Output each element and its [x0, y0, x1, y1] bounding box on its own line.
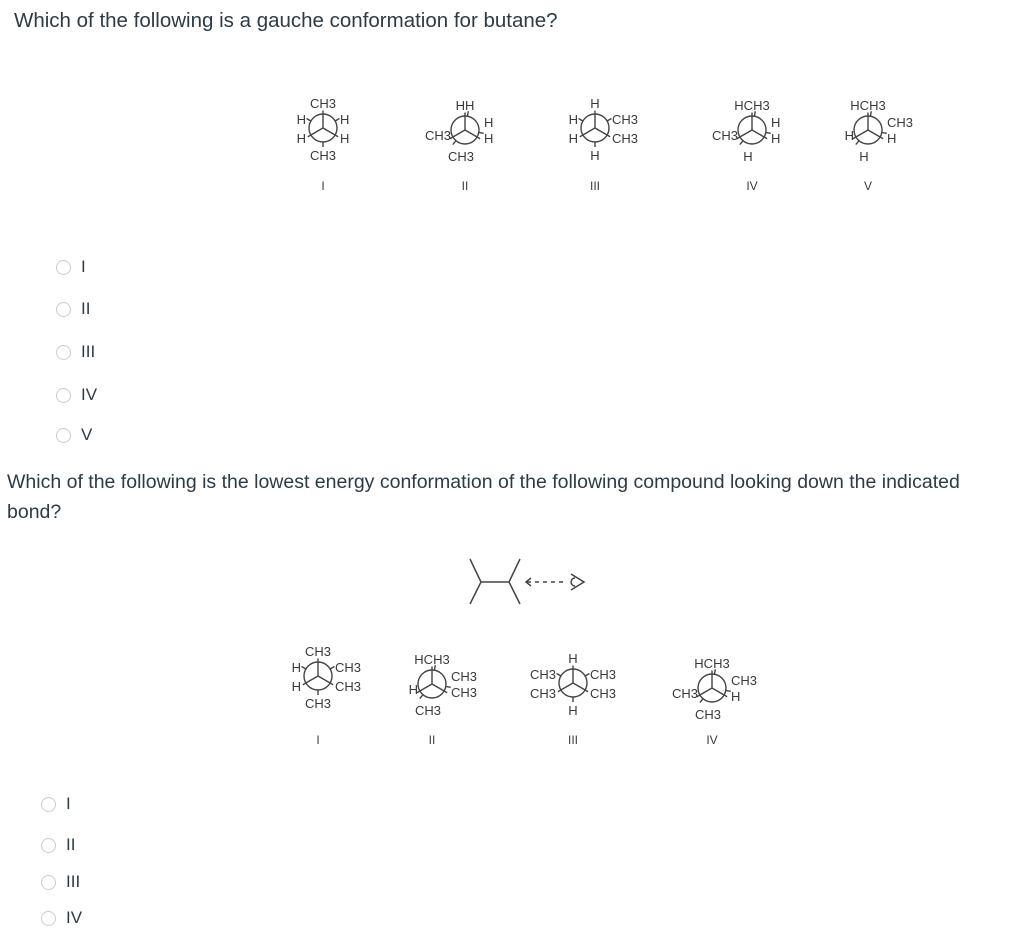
substituent-label-top: H — [568, 651, 578, 666]
radio-button[interactable] — [41, 838, 56, 853]
back-bond — [453, 141, 456, 145]
option-label: III — [66, 872, 81, 891]
radio-button[interactable] — [56, 388, 71, 403]
substituent-label-top: HCH3 — [694, 656, 730, 671]
substituent-label-top: CH3 — [304, 644, 332, 659]
substituent-label-bottom: CH3 — [309, 148, 337, 163]
newman-projection-IV — [712, 98, 780, 193]
back-bond — [726, 690, 731, 691]
option-label: I — [81, 257, 86, 276]
question-1-text: Which of the following is a gauche conformation for butane? — [14, 9, 558, 32]
substituent-label-top: H — [590, 96, 600, 111]
radio-button[interactable] — [56, 345, 71, 360]
substituent-label-ll: H — [296, 131, 306, 146]
substituent-label-r2: H — [771, 131, 781, 146]
back-bond — [557, 674, 561, 677]
option-label: V — [81, 425, 93, 444]
back-bond — [446, 686, 451, 687]
substituent-label-r2: H — [731, 689, 741, 704]
answer-option-I[interactable] — [56, 257, 86, 277]
substituent-label-r2: H — [484, 131, 494, 146]
projection-numeral: V — [863, 179, 873, 193]
substituent-label-ur: CH3 — [612, 112, 639, 127]
substituent-label-ul: H — [568, 112, 578, 127]
substituent-label-lr: CH3 — [590, 686, 617, 701]
answer-option-V[interactable] — [56, 425, 92, 445]
substituent-label-ul: H — [296, 112, 306, 127]
back-bond — [700, 699, 703, 703]
option-label: III — [81, 342, 96, 361]
newman-projection-IV — [672, 656, 757, 747]
back-bond — [302, 667, 306, 670]
option-label: II — [66, 835, 76, 854]
substituent-label-lr: CH3 — [335, 679, 362, 694]
back-bond — [420, 695, 423, 699]
newman-projection-I — [297, 96, 350, 193]
substituent-label-top: HH — [455, 98, 475, 113]
substituent-label-top: HCH3 — [850, 98, 886, 113]
substituent-label-bl: CH3 — [414, 703, 442, 718]
answer-option-IV[interactable] — [56, 385, 97, 405]
answer-option-III[interactable] — [41, 872, 80, 892]
substituent-label-lr: H — [340, 131, 350, 146]
substituent-label-ur: H — [340, 112, 350, 127]
projection-numeral: II — [428, 733, 436, 747]
back-bond — [607, 119, 611, 122]
radio-button[interactable] — [41, 875, 56, 890]
substituent-label-top: CH3 — [309, 96, 337, 111]
substituent-label-bottom: H — [568, 703, 578, 718]
radio-button[interactable] — [41, 797, 56, 812]
substituent-label-bl: CH3 — [447, 149, 475, 164]
substituent-label-r: CH3 — [451, 669, 478, 684]
option-label: IV — [66, 908, 83, 927]
substituent-label-r: H — [484, 115, 494, 130]
projection-numeral: IV — [706, 733, 718, 747]
substituent-label-l: CH3 — [711, 128, 738, 143]
substituent-label-l: H — [408, 682, 418, 697]
question-2-text: Which of the following is the lowest energy conformation of the following compound looking down the indicated bond? — [7, 471, 960, 523]
substituent-label-bl: CH3 — [694, 707, 722, 722]
back-bond — [585, 674, 589, 677]
radio-button[interactable] — [56, 428, 71, 443]
back-bond — [330, 667, 334, 670]
projection-numeral: III — [567, 733, 579, 747]
substituent-label-ll: H — [568, 131, 578, 146]
answer-option-III[interactable] — [56, 342, 95, 362]
projection-numeral: I — [321, 179, 325, 193]
newman-projection-III — [569, 96, 638, 193]
answer-option-I[interactable] — [41, 794, 71, 814]
back-bond — [740, 141, 743, 145]
back-bond — [307, 119, 311, 122]
substituent-label-l: CH3 — [671, 686, 698, 701]
substituent-label-l: H — [844, 128, 854, 143]
newman-projection-I — [292, 644, 361, 747]
back-bond — [579, 119, 583, 122]
substituent-label-lr: CH3 — [612, 131, 639, 146]
option-label: II — [81, 299, 91, 318]
substituent-label-bottom: CH3 — [304, 696, 332, 711]
substituent-label-bl: H — [743, 149, 753, 164]
substituent-label-r: CH3 — [731, 673, 758, 688]
answer-option-IV[interactable] — [41, 908, 82, 928]
substituent-label-r2: CH3 — [451, 685, 478, 700]
substituent-label-top: HCH3 — [414, 652, 450, 667]
projection-numeral: IV — [746, 179, 758, 193]
substituent-label-ur: CH3 — [590, 667, 617, 682]
radio-button[interactable] — [56, 260, 71, 275]
substituent-label-r2: H — [887, 131, 897, 146]
substituent-label-ul: H — [291, 660, 301, 675]
option-label: IV — [81, 385, 98, 404]
substituent-label-bl: H — [859, 149, 869, 164]
back-bond — [882, 132, 887, 133]
newman-projection-II — [409, 652, 477, 747]
substituent-label-top: HCH3 — [734, 98, 770, 113]
option-label: I — [66, 794, 71, 813]
answer-option-II[interactable] — [56, 299, 90, 319]
substituent-label-ul: CH3 — [529, 667, 556, 682]
substituent-label-ur: CH3 — [335, 660, 362, 675]
butane-skeleton-with-eye — [470, 559, 584, 604]
back-bond — [479, 132, 484, 133]
radio-button[interactable] — [41, 911, 56, 926]
radio-button[interactable] — [56, 302, 71, 317]
substituent-label-r: H — [771, 115, 781, 130]
newman-projection-V — [845, 98, 913, 193]
back-bond — [335, 119, 339, 122]
substituent-label-ll: CH3 — [529, 686, 556, 701]
back-bond — [766, 132, 771, 133]
newman-projection-III — [530, 651, 616, 747]
newman-projection-II — [425, 98, 493, 193]
back-bond — [856, 141, 859, 145]
substituent-label-l: CH3 — [424, 128, 451, 143]
projection-numeral: I — [316, 733, 320, 747]
projection-numeral: III — [589, 179, 601, 193]
answer-option-II[interactable] — [41, 835, 75, 855]
projection-numeral: II — [461, 179, 469, 193]
substituent-label-bottom: H — [590, 148, 600, 163]
substituent-label-r: CH3 — [887, 115, 914, 130]
substituent-label-ll: H — [291, 679, 301, 694]
